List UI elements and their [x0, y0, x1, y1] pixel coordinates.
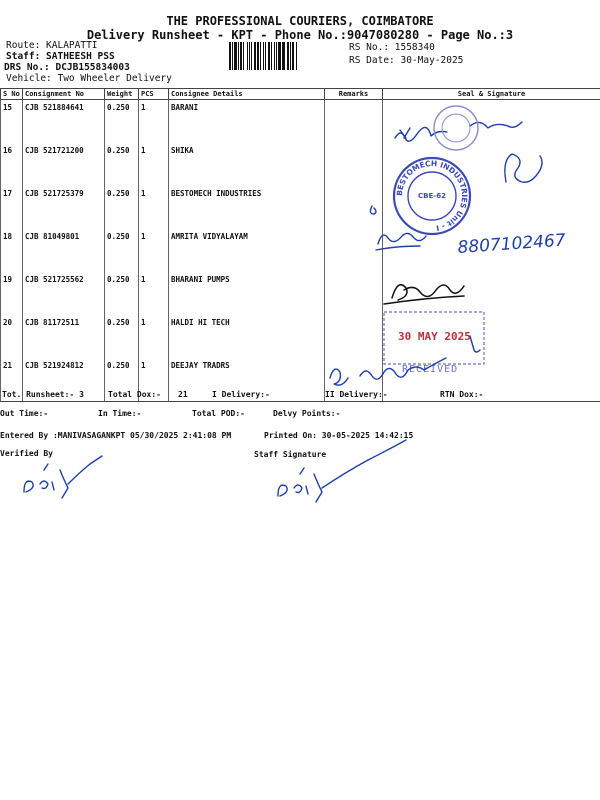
i-delivery: I Delivery:- [212, 390, 270, 399]
cell-pcs: 1 [139, 315, 169, 358]
cell-pcs: 1 [139, 143, 169, 186]
document-subtitle: Delivery Runsheet - KPT - Phone No.:9047080280 - Page No.:3 [86, 28, 514, 42]
signature-row-15-mark [400, 128, 410, 138]
received-stamp [384, 312, 484, 375]
staff-label: Staff: SATHEESH PSS [6, 51, 115, 62]
signature-row-18 [376, 233, 426, 250]
cell-consignment: CJB 521721200 [23, 143, 105, 186]
cell-sno: 17 [1, 186, 23, 229]
cell-consignee: BESTOMECH INDUSTRIES [169, 186, 325, 229]
cell-consignee: AMRITA VIDYALAYAM [169, 229, 325, 272]
entered-by: Entered By :MANIVASAGANKPT 05/30/2025 2:41:08 PM [0, 431, 232, 440]
delvy-points: Delvy Points:- [273, 409, 341, 418]
rs-date: RS Date: 30-May-2025 [349, 55, 464, 66]
out-time: Out Time:- [0, 409, 49, 418]
column-header-remarks: Remarks [325, 89, 383, 100]
company-stamp [394, 158, 470, 234]
signature-row-16 [505, 154, 542, 182]
cell-sno: 20 [1, 315, 23, 358]
total-dox-label: Total Dox:- [108, 390, 161, 399]
signature-row-20-mark [470, 336, 480, 352]
cell-consignee: DEEJAY TRADRS [169, 358, 325, 402]
cell-sno: 18 [1, 229, 23, 272]
cell-weight: 0.250 [105, 229, 139, 272]
cell-weight: 0.250 [105, 315, 139, 358]
cell-consignment: CJB 521884641 [23, 100, 105, 144]
rtn-dox: RTN Dox:- [440, 390, 484, 399]
cell-pcs: 1 [139, 229, 169, 272]
column-header-seal-signature: Seal & Signature [383, 89, 600, 100]
cell-consignee: BHARANI PUMPS [169, 272, 325, 315]
handwritten-phone-number: 8807102467 [456, 230, 567, 258]
cell-pcs: 1 [139, 358, 169, 402]
cell-weight: 0.250 [105, 272, 139, 315]
cell-sno: 15 [1, 100, 23, 144]
ii-delivery: II Delivery:- [325, 390, 388, 399]
cell-sno: 21 [1, 358, 23, 402]
column-header-consignee: Consignee Details [169, 89, 325, 100]
total-dox-value: 21 [178, 390, 188, 399]
company-stamp-center: CBE-62 [418, 192, 446, 200]
cell-pcs: 1 [139, 100, 169, 144]
vehicle-label: Vehicle: Two Wheeler Delivery [6, 73, 172, 84]
faint-stamp [434, 106, 478, 150]
column-header-pcs: PCS [139, 89, 169, 100]
signature-row-19 [384, 285, 464, 304]
staff-signature [278, 440, 406, 502]
total-pod: Total POD:- [192, 409, 245, 418]
route-label: Route: KALAPATTI [6, 40, 98, 51]
cell-consignment: CJB 81172511 [23, 315, 105, 358]
cell-consignee: SHIKA [169, 143, 325, 186]
cell-pcs: 1 [139, 186, 169, 229]
verified-by-label: Verified By [0, 449, 53, 458]
signature-mark-6 [370, 206, 376, 214]
cell-consignment: CJB 521924812 [23, 358, 105, 402]
column-header-consignment: Consignment No [23, 89, 105, 100]
cell-weight: 0.250 [105, 100, 139, 144]
cell-sno: 16 [1, 143, 23, 186]
staff-signature-label: Staff Signature [254, 450, 327, 459]
cell-consignment: CJB 521725562 [23, 272, 105, 315]
drs-label: DRS No.: DCJB155834003 [4, 62, 130, 73]
verified-by-signature [24, 456, 102, 498]
tot-runsheet: Tot. Runsheet:- 3 [2, 390, 84, 399]
cell-consignee: BARANI [169, 100, 325, 144]
printed-on: Printed On: 30-05-2025 14:42:15 [264, 431, 414, 440]
cell-sno: 19 [1, 272, 23, 315]
cell-weight: 0.250 [105, 143, 139, 186]
cell-weight: 0.250 [105, 358, 139, 402]
column-header-sno: S No [1, 89, 23, 100]
company-stamp-text: BESTOMECH INDUSTRIES Unit - I [394, 158, 470, 233]
rs-number: RS No.: 1558340 [349, 42, 435, 53]
received-date: 30 MAY 2025 [398, 330, 471, 343]
cell-pcs: 1 [139, 272, 169, 315]
cell-consignment: CJB 521725379 [23, 186, 105, 229]
in-time: In Time:- [98, 409, 142, 418]
cell-weight: 0.250 [105, 186, 139, 229]
signature-row-15 [395, 122, 522, 141]
column-header-weight: Weight [105, 89, 139, 100]
cell-consignment: CJB 81049801 [23, 229, 105, 272]
cell-consignee: HALDI HI TECH [169, 315, 325, 358]
document-title: THE PROFESSIONAL COURIERS, COIMBATORE [166, 14, 434, 28]
received-label: RECEIVED [402, 364, 459, 375]
